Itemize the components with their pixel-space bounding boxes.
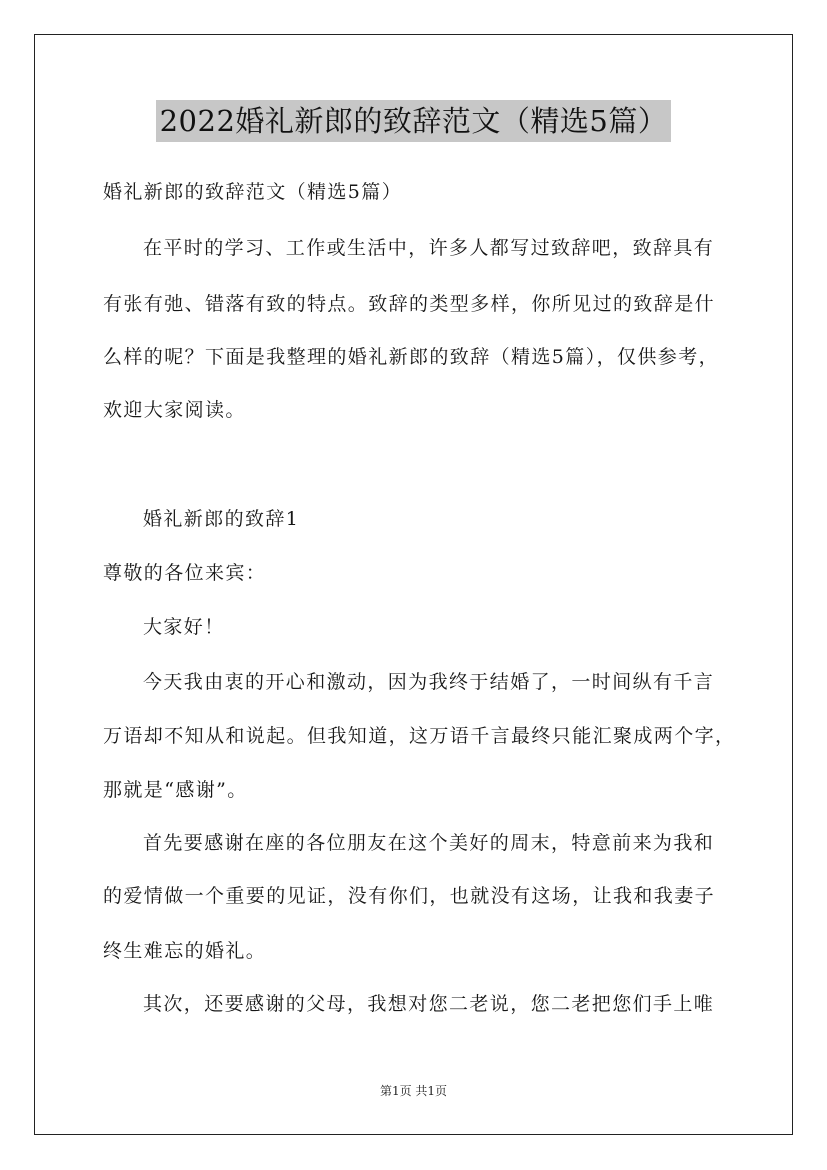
paragraph-line: 终生难忘的婚礼。 [103, 940, 267, 962]
greeting: 大家好！ [143, 616, 225, 638]
intro-line: 在平时的学习、工作或生活中，许多人都写过致辞吧，致辞具有 [143, 237, 715, 259]
paragraph-line: 那就是“感谢”。 [103, 779, 248, 801]
intro-line: 欢迎大家阅读。 [103, 399, 246, 421]
title-container [0, 100, 827, 142]
section-heading: 婚礼新郎的致辞1 [143, 508, 300, 530]
salutation: 尊敬的各位来宾： [103, 562, 267, 584]
document-title: 2022婚礼新郎的致辞范文（精选5篇） [156, 100, 672, 142]
intro-line: 有张有弛、错落有致的特点。致辞的类型多样，你所见过的致辞是什 [103, 293, 716, 315]
paragraph-line: 万语却不知从和说起。但我知道，这万语千言最终只能汇聚成两个字， [103, 725, 736, 747]
paragraph-line: 其次，还要感谢的父母，我想对您二老说，您二老把您们手上唯 [143, 993, 715, 1015]
paragraph-line: 今天我由衷的开心和激动，因为我终于结婚了，一时间纵有千言 [143, 671, 715, 693]
page-footer: 第1页 共1页 [379, 1084, 448, 1098]
paragraph-line: 的爱情做一个重要的见证，没有你们，也就没有这场，让我和我妻子 [103, 885, 716, 907]
paragraph-line: 首先要感谢在座的各位朋友在这个美好的周末，特意前来为我和 [143, 832, 715, 854]
document-subtitle: 婚礼新郎的致辞范文（精选5篇） [103, 181, 403, 203]
intro-line: 么样的呢？下面是我整理的婚礼新郎的致辞（精选5篇），仅供参考， [103, 346, 719, 368]
